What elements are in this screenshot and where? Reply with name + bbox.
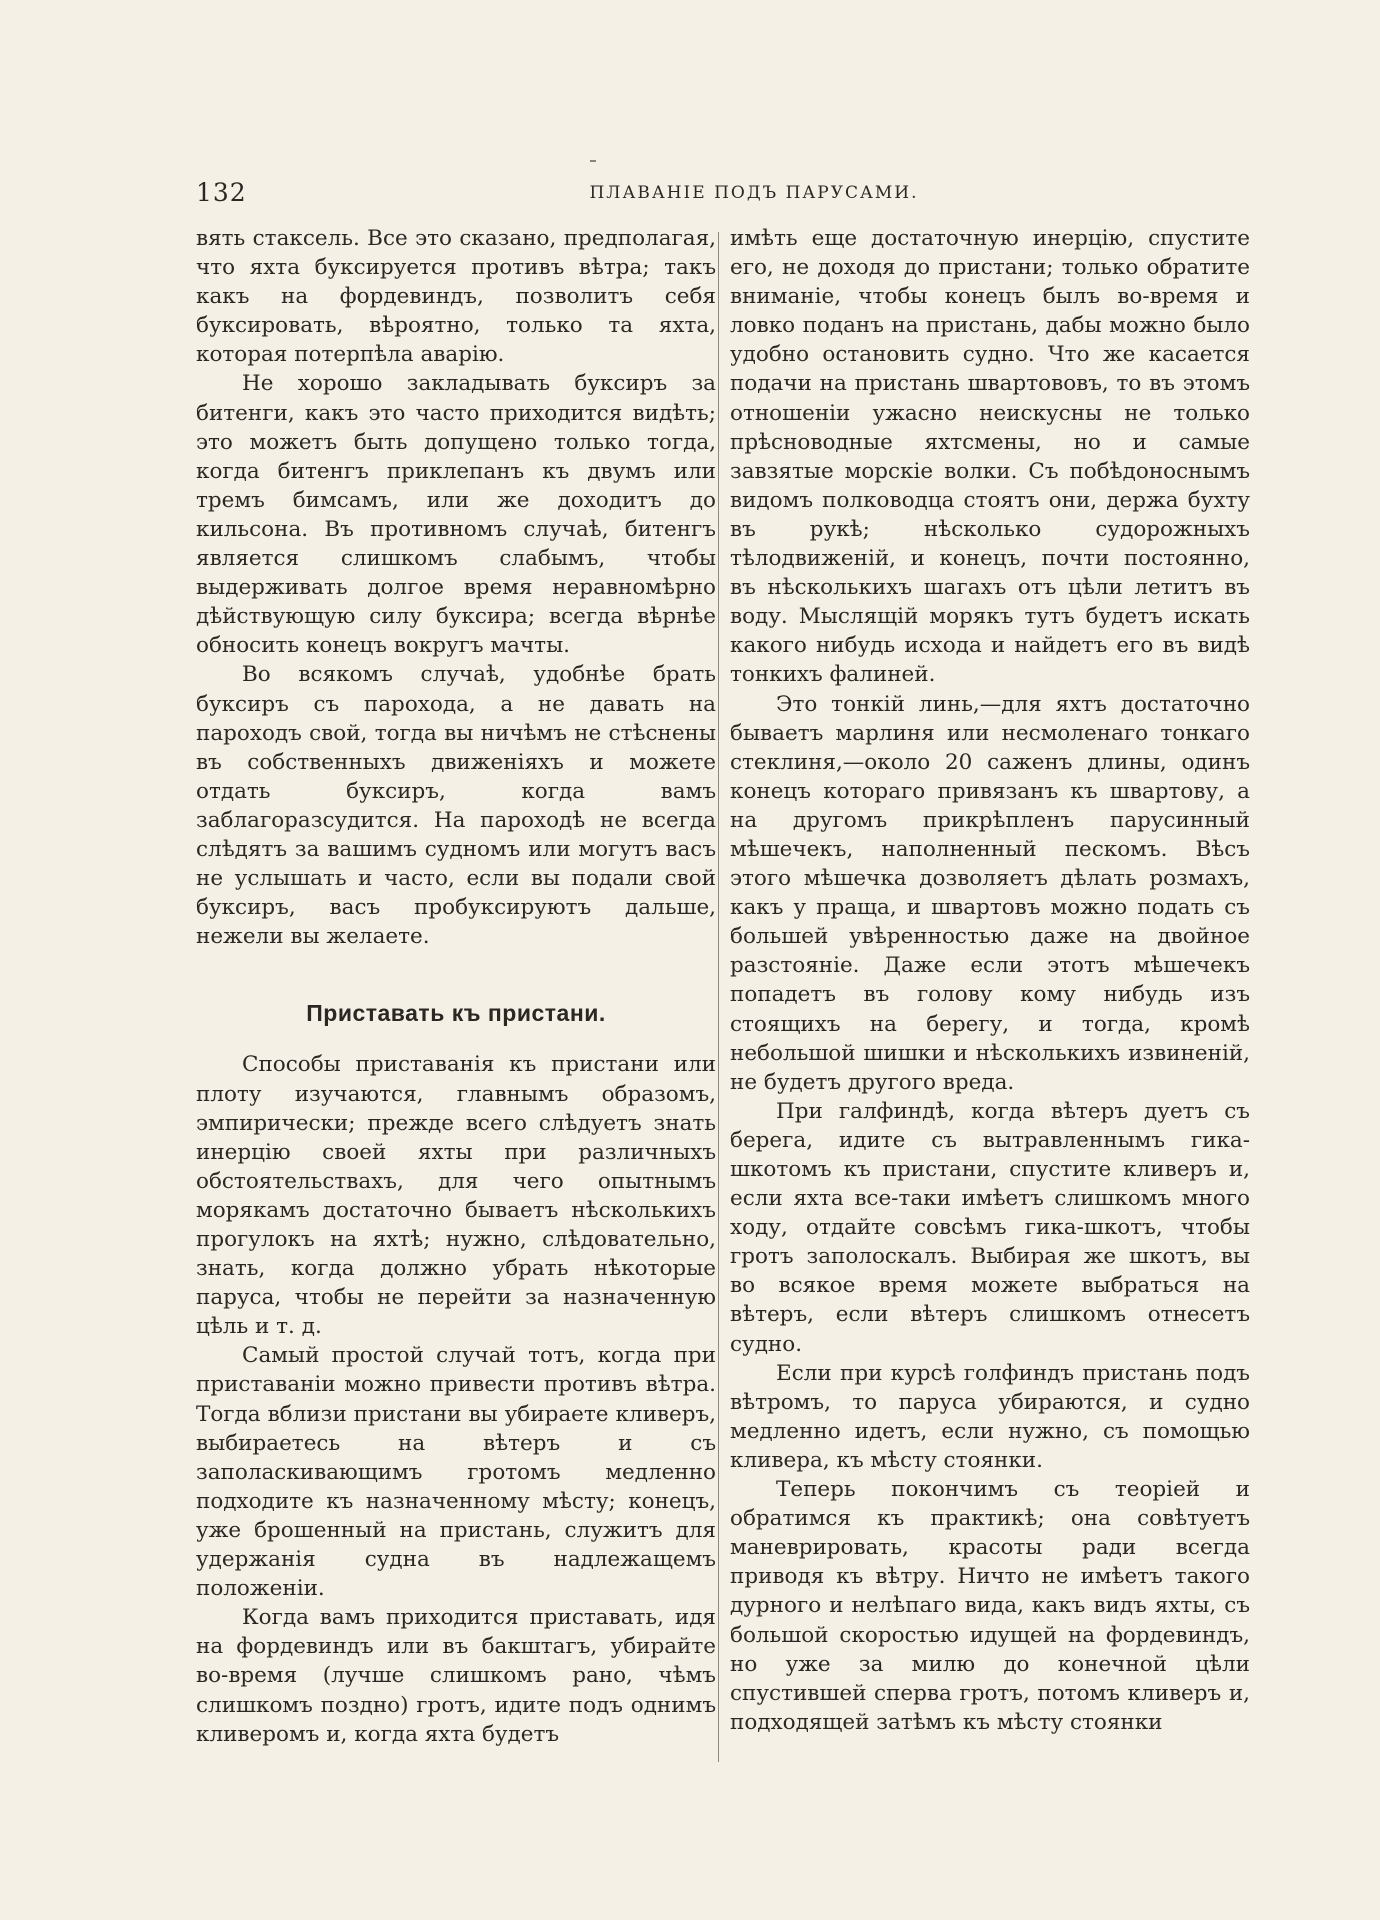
right-column [730,224,1250,1794]
paragraph: При галфиндѣ, когда вѣтеръ дуетъ съ берега, идите съ вытравленнымъ гика-шкотомъ къ пристани, спустите кливеръ и, если яхта все-таки имѣетъ слишкомъ много ходу, отдайте совсѣмъ гика-шкотъ, чтобы гротъ заполоскалъ. Выбирая же шкотъ, вы во всякое время можете выбраться на вѣтеръ, если вѣтеръ слишкомъ отнесетъ судно. [730,1098,1250,1357]
column-divider [718,232,719,1762]
paragraph: вять стаксель. Все это сказано, предполагая, что яхта буксируется противъ вѣтра; такъ какъ на фордевиндъ, позволитъ себя буксировать, вѣроятно, только та яхта, которая потерпѣла аварію. [196,226,716,368]
paragraph: Во всякомъ случаѣ, удобнѣе брать буксиръ съ парохода, а не давать на пароходъ свой, тогда вы ничѣмъ не стѣснены въ собственныхъ движеніяхъ и можете отдать буксиръ, когда вамъ заблагоразсудится. На пароходѣ не всегда слѣдятъ за вашимъ судномъ или могутъ васъ не услышать и часто, если вы подали свой буксиръ, васъ пробуксируютъ дальше, нежели вы желаете. [196,662,716,950]
ink-speck [590,160,596,162]
left-column [196,224,716,1794]
running-title: ПЛАВАНІЕ ПОДЪ ПАРУСАМИ. [589,183,919,203]
paragraph: Когда вамъ приходится приставать, идя на фордевиндъ или въ бакштагъ, убирайте во-время (лучше слишкомъ рано, чѣмъ слишкомъ поздно) гротъ, идите подъ однимъ кливеромъ и, когда яхта будетъ [196,1605,716,1747]
paragraph: Если при курсѣ голфиндъ пристань подъ вѣтромъ, то паруса убираются, и судно медленно идетъ, если нужно, съ помощью кливера, къ мѣсту стоянки. [730,1360,1250,1473]
paragraph: Не хорошо закладывать буксиръ за битенги, какъ это часто приходится видѣть; это можетъ быть допущено только тогда, когда битенгъ приклепанъ къ двумъ или тремъ бимсамъ, или же доходитъ до кильсона. Въ противномъ случаѣ, битенгъ является слишкомъ слабымъ, чтобы выдерживать долгое время неравномѣрно дѣйствующую силу буксира; всегда вѣрнѣе обносить конецъ вокругъ мачты. [196,371,716,659]
paragraph: имѣть еще достаточную инерцію, спустите его, не доходя до пристани; только обратите вниманіе, чтобы конецъ былъ во-время и ловко поданъ на пристань, дабы можно было удобно остановить судно. Что же касается подачи на пристань швартововъ, то въ этомъ отношеніи ужасно неискусны не только прѣсноводные яхтсмены, но и самые завзятые морскіе волки. Съ побѣдоноснымъ видомъ полководца стоятъ они, держа бухту въ рукѣ; нѣсколько судорожныхъ тѣлодвиженій, и конецъ, почти постоянно, въ нѣсколькихъ шагахъ отъ цѣли летитъ въ воду. Мыслящій морякъ тутъ будетъ искать какого нибудь исхода и найдетъ его въ видѣ тонкихъ фалиней. [730,226,1250,688]
paragraph: Теперь покончимъ съ теоріей и обратимся къ практикѣ; она совѣтуетъ маневрировать, красоты ради всегда приводя къ вѣтру. Ничто не имѣетъ такого дурного и нелѣпаго вида, какъ видъ яхты, съ большой скоростью идущей на фордевиндъ, но уже за милю до конечной цѣли спустившей сперва гротъ, потомъ кливеръ и, подходящей затѣмъ къ мѣсту стоянки [730,1477,1250,1735]
section-heading: Приставать къ пристани. [306,1000,606,1027]
page-number: 132 [196,178,247,207]
page-header [196,178,1252,214]
paragraph: Самый простой случай тотъ, когда при приставаніи можно привести противъ вѣтра. Тогда вблизи пристани вы убираете кливеръ, выбираетесь на вѣтеръ и съ заполаскивающимъ гротомъ медленно подходите къ назначенному мѣсту; конецъ, уже брошенный на пристань, служитъ для удержанія судна въ надлежащемъ положеніи. [196,1343,716,1602]
paragraph: Это тонкій линь,—для яхтъ достаточно бываетъ марлиня или несмоленаго тонкаго стеклиня,—около 20 саженъ длины, одинъ конецъ котораго привязанъ къ швартову, а на другомъ прикрѣпленъ парусинный мѣшечекъ, наполненный пескомъ. Вѣсъ этого мѣшечка дозволяетъ дѣлать розмахъ, какъ у праща, и швартовъ можно подать съ большей увѣренностью даже на двойное разстояніе. Даже если этотъ мѣшечекъ попадетъ въ голову кому нибудь изъ стоящихъ на берегу, и тогда, кромѣ небольшой шишки и нѣсколькихъ извиненій, не будетъ другого вреда. [730,691,1250,1095]
paragraph: Способы приставанія къ пристани или плоту изучаются, главнымъ образомъ, эмпирически; прежде всего слѣдуетъ знать инерцію своей яхты при различныхъ обстоятельствахъ, для чего опытнымъ морякамъ достаточно бываетъ нѣсколькихъ прогулокъ на яхтѣ; нужно, слѣдовательно, знать, когда должно убрать нѣкоторые паруса, чтобы не перейти за назначенную цѣль и т. д. [196,1052,716,1340]
